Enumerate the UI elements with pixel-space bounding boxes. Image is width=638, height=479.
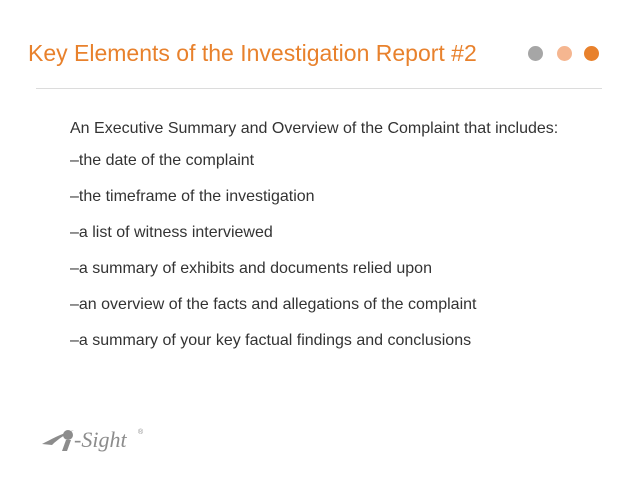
slide-body: [70, 118, 590, 367]
list-item: –the date of the complaint: [70, 152, 255, 169]
indicator-dot-gray: [528, 46, 543, 61]
list-item: –an overview of the facts and allegations of the complaint: [70, 296, 477, 313]
i-sight-logo-icon: [40, 414, 160, 454]
title-divider: [36, 88, 602, 89]
indicator-dot-light-orange: [557, 46, 572, 61]
logo-registered-mark: ®: [138, 429, 144, 436]
slide-title: Key Elements of the Investigation Report #2: [28, 40, 477, 66]
intro-text: An Executive Summary and Overview of the Complaint that includes:: [70, 120, 559, 137]
list-item: –a list of witness interviewed: [70, 224, 273, 241]
list-item: –a summary of your key factual findings and conclusions: [70, 332, 472, 349]
indicator-dot-orange: [584, 46, 599, 61]
logo-text: -Sight: [74, 427, 127, 452]
i-sight-logo: [40, 414, 160, 454]
list-item: –a summary of exhibits and documents relied upon: [70, 260, 432, 277]
list-item: –the timeframe of the investigation: [70, 188, 315, 205]
